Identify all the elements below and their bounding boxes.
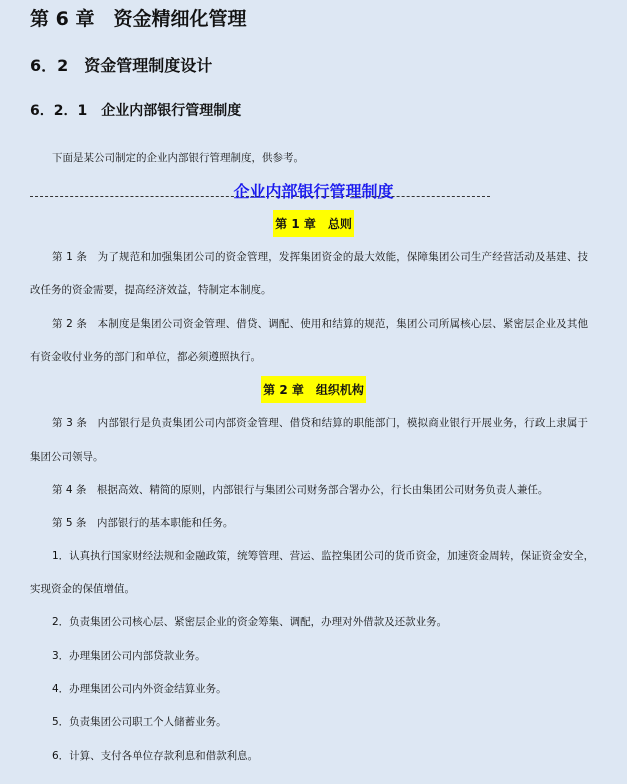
chapter-2-heading (0, 376, 627, 403)
chapter-heading: 第 6 章 资金精细化管理 (30, 8, 247, 30)
item-5: 5．负责集团公司职工个人储蓄业务。 (52, 716, 227, 728)
article-4: 第 4 条 根据高效、精简的原则，内部银行与集团公司财务部合署办公，行长由集团公司财务负责人兼任。 (52, 484, 549, 496)
item-6: 6．计算、支付各单位存款利息和借款利息。 (52, 750, 259, 762)
item-2: 2．负责集团公司核心层、紧密层企业的资金筹集、调配，办理对外借款及还款业务。 (52, 616, 448, 628)
article-2-line-2: 有资金收付业务的部门和单位，都必须遵照执行。 (30, 351, 261, 363)
subsection-heading: 6．2．1 企业内部银行管理制度 (30, 103, 242, 119)
article-5: 第 5 条 内部银行的基本职能和任务。 (52, 517, 234, 529)
article-3-line-2: 集团公司领导。 (30, 451, 104, 463)
item-1-line-1: 1．认真执行国家财经法规和金融政策，统筹管理、营运、监控集团公司的货币资金，加速资金周转，保证资金安全， (52, 550, 595, 562)
item-3: 3．办理集团公司内部贷款业务。 (52, 650, 206, 662)
document-title: 企业内部银行管理制度 (233, 182, 394, 201)
item-4: 4．办理集团公司内外资金结算业务。 (52, 683, 227, 695)
article-1-line-2: 改任务的资金需要，提高经济效益，特制定本制度。 (30, 284, 272, 296)
chapter-1-heading (0, 210, 627, 237)
intro-text: 下面是某公司制定的企业内部银行管理制度，供参考。 (52, 152, 304, 164)
article-1-line-1: 第 1 条 为了规范和加强集团公司的资金管理，发挥集团资金的最大效能，保障集团公司生产经营活动及基建、技 (52, 251, 588, 263)
chapter-2-label: 第 2 章 组织机构 (261, 376, 366, 403)
item-1-line-2: 实现资金的保值增值。 (30, 583, 135, 595)
section-heading: 6．2 资金管理制度设计 (30, 56, 213, 75)
article-3-line-1: 第 3 条 内部银行是负责集团公司内部资金管理、借贷和结算的职能部门，模拟商业银行开展业务，行政上隶属于 (52, 417, 588, 429)
chapter-1-label: 第 1 章 总则 (273, 210, 354, 237)
article-2-line-1: 第 2 条 本制度是集团公司资金管理、借贷、调配、使用和结算的规范，集团公司所属核心层、紧密层企业及其他 (52, 318, 588, 330)
